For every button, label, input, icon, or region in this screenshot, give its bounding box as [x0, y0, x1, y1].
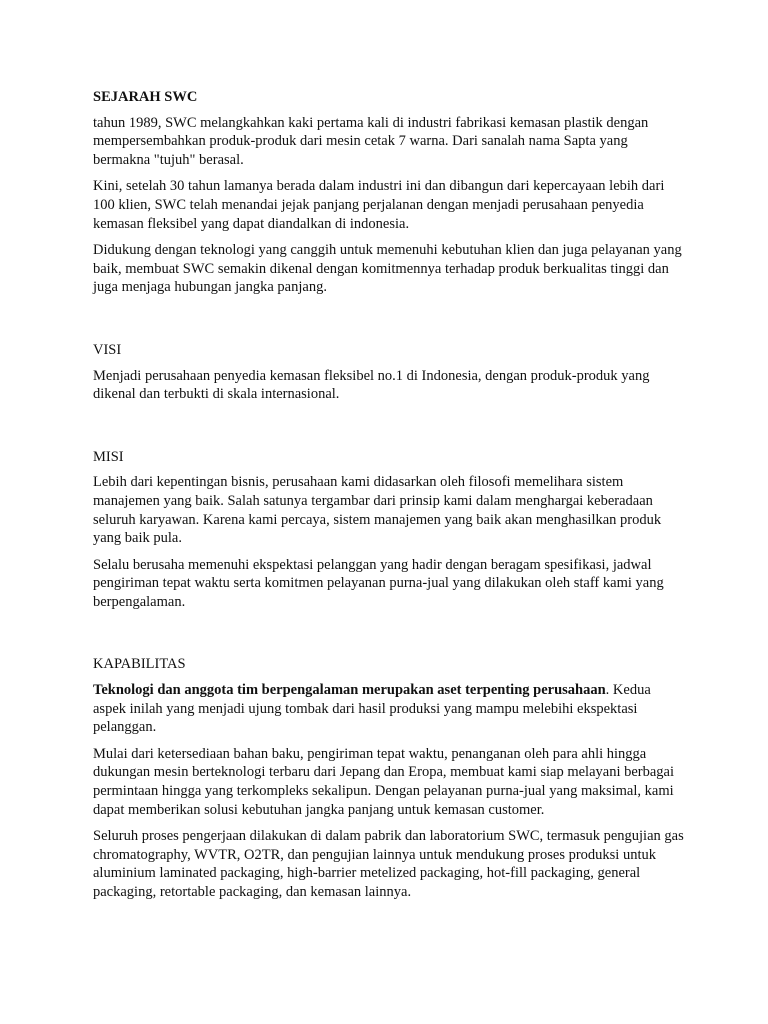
section-spacer — [93, 305, 685, 341]
lead-rest-text: . Kedua aspek inilah yang menjadi ujung tombak dari hasil produksi yang mampu melebihi ekspektasi pelanggan. — [93, 682, 651, 736]
section-spacer — [93, 412, 685, 448]
paragraph-sejarah-1: tahun 1989, SWC melangkahkan kaki pertama kali di industri fabrikasi kemasan plastik dengan mempersembahkan produk-produk dari mesin cetak 7 warna. Dari sanalah nama Sapta yang bermakna "tujuh" berasal. — [93, 114, 649, 168]
section-spacer — [93, 619, 685, 655]
paragraph-kapabilitas-lead — [93, 681, 685, 737]
paragraph-sejarah-3: Didukung dengan teknologi yang canggih untuk memenuhi kebutuhan klien dan juga pelayanan yang baik, membuat SWC semakin dikenal dengan komitmennya terhadap produk berkualitas tinggi dan juga menjaga hubungan jangka panjang. — [93, 242, 682, 296]
section-misi — [93, 448, 685, 612]
paragraph-misi-1: Lebih dari kepentingan bisnis, perusahaan kami didasarkan oleh filosofi memelihara sistem manajemen yang baik. Salah satunya tergambar dari prinsip kami dalam menghargai keberadaan seluruh karyawan. Karena kami percaya, sistem manajemen yang baik akan menghasilkan produk yang baik pula. — [93, 474, 662, 547]
paragraph-kapabilitas-3: Seluruh proses pengerjaan dilakukan di dalam pabrik dan laboratorium SWC, termasuk pengujian gas chromatography, WVTR, O2TR, dan pengujian lainnya untuk mendukung proses produksi untuk aluminium laminated packaging, high-barrier metelized packaging, hot-fill packaging, general packaging, retortable packaging, dan kemasan lainnya. — [93, 828, 684, 900]
section-sejarah — [93, 88, 685, 297]
paragraph-sejarah-2: Kini, setelah 30 tahun lamanya berada dalam industri ini dan dibangun dari kepercayaan lebih dari 100 klien, SWC telah menandai jejak panjang perjalanan dengan menjadi perusahaan penyedia kemasan fleksibel yang dapat diandalkan di indonesia. — [93, 178, 665, 232]
paragraph-kapabilitas-2: Mulai dari ketersediaan bahan baku, pengiriman tepat waktu, penanganan oleh para ahli hingga dukungan mesin berteknologi terbaru dari Jepang dan Eropa, membuat kami siap melayani berbagai permintaan hingga yang terkompleks sekalipun. Dengan pelayanan purna-jual yang maksimal, kami dapat memberikan solusi kebutuhan jangka panjang untuk kemasan customer. — [93, 745, 675, 818]
section-heading-sejarah: SEJARAH SWC — [93, 89, 198, 105]
paragraph-misi-2: Selalu berusaha memenuhi ekspektasi pelanggan yang hadir dengan beragam spesifikasi, jadwal pengiriman tepat waktu serta komitmen pelayanan purna-jual yang dilakukan oleh staff kami yang berpengalaman. — [93, 556, 664, 610]
document-page — [93, 88, 685, 910]
section-heading-kapabilitas: KAPABILITAS — [93, 656, 186, 673]
section-visi — [93, 341, 685, 404]
section-kapabilitas — [93, 655, 685, 901]
section-heading-visi: VISI — [93, 341, 122, 358]
lead-bold-text: Teknologi dan anggota tim berpengalaman merupakan aset terpenting perusahaan — [93, 682, 606, 699]
paragraph-visi-1: Menjadi perusahaan penyedia kemasan fleksibel no.1 di Indonesia, dengan produk-produk yang dikenal dan terbukti di skala internasional. — [93, 367, 650, 403]
section-heading-misi: MISI — [93, 448, 124, 465]
